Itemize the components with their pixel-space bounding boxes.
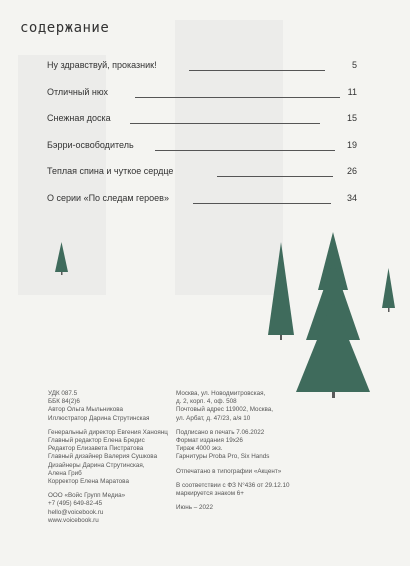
toc-entry-page: 5 xyxy=(351,60,357,70)
illustrator: Иллюстратор Дарина Струтинская xyxy=(48,414,150,422)
publisher-phone[interactable]: +7 (495) 649-82-45 xyxy=(48,500,103,508)
toc-entry-title: О серии «По следам героев» xyxy=(47,192,169,203)
typefaces: Гарнитуры Proba Pro, Six Hands xyxy=(176,453,270,461)
toc-entry-page: 26 xyxy=(346,166,357,176)
chief-editor: Главный редактор Елена Бредис xyxy=(48,437,145,445)
publisher-name: ООО «Войс Групп Медиа» xyxy=(48,492,126,500)
toc-entry-title: Снежная доска xyxy=(47,113,111,123)
designers-continued: Алена Гриб xyxy=(48,469,82,477)
toc-entry-page: 34 xyxy=(346,192,357,203)
udk-code: УДК 087.5 xyxy=(48,390,78,397)
toc-entry-title: Ну здравствуй, проказник! xyxy=(47,60,157,70)
age-law-note: В соответствии с ФЗ N°436 от 29.12.10 xyxy=(176,481,290,489)
office-address-continued: д. 2, корп. 4, оф. 508 xyxy=(176,398,237,406)
page-title: содержание xyxy=(20,20,110,36)
imprint-left xyxy=(48,390,168,525)
toc-entry-title: Теплая спина и чуткое сердце xyxy=(47,166,174,176)
small-pine-tree-icon xyxy=(382,268,395,312)
general-director: Генеральный директор Евгения Ханоянц xyxy=(48,428,168,436)
bbk-code: ББК 84(2)6 xyxy=(48,398,80,406)
toc-entry-page: 15 xyxy=(346,113,357,123)
postal-address: Почтовый адрес 119002, Москва, xyxy=(176,406,273,414)
age-law-note-continued: маркируется знаком 6+ xyxy=(176,490,244,498)
proofreader: Корректор Елена Маратова xyxy=(48,478,129,486)
postal-address-continued: ул. Арбат, д. 47/23, а/я 10 xyxy=(176,414,251,422)
designers: Дизайнеры Дарина Струтинская, xyxy=(48,461,145,469)
chief-designer: Главный дизайнер Валерия Сушкова xyxy=(48,453,158,461)
edition-format: Формат издания 19х26 xyxy=(176,437,243,445)
pine-tree-icon xyxy=(268,242,294,340)
publisher-email[interactable]: hello@voicebook.ru xyxy=(48,508,104,516)
editor: Редактор Елизавета Пистратова xyxy=(48,445,144,453)
toc-entry-title: Бэрри-освободитель xyxy=(47,139,134,150)
publisher-website[interactable]: www.voicebook.ru xyxy=(48,516,99,524)
printing-house: Отпечатано в типографии «Акцент» xyxy=(176,467,282,475)
print-run: Тираж 4000 экз. xyxy=(176,445,223,453)
office-address: Москва, ул. Новодмитровская, xyxy=(176,390,266,397)
imprint-right xyxy=(176,390,290,512)
toc-entry-page: 11 xyxy=(347,86,357,97)
small-pine-tree-icon xyxy=(55,242,68,275)
signed-to-print: Подписано в печать 7.06.2022 xyxy=(176,428,265,436)
toc-entry-title: Отличный нюх xyxy=(47,86,108,97)
author: Автор Ольга Мыльникова xyxy=(48,406,123,414)
publication-date: Июнь – 2022 xyxy=(176,504,214,512)
large-pine-tree-icon xyxy=(296,232,370,398)
toc-entry-page: 19 xyxy=(346,139,357,150)
